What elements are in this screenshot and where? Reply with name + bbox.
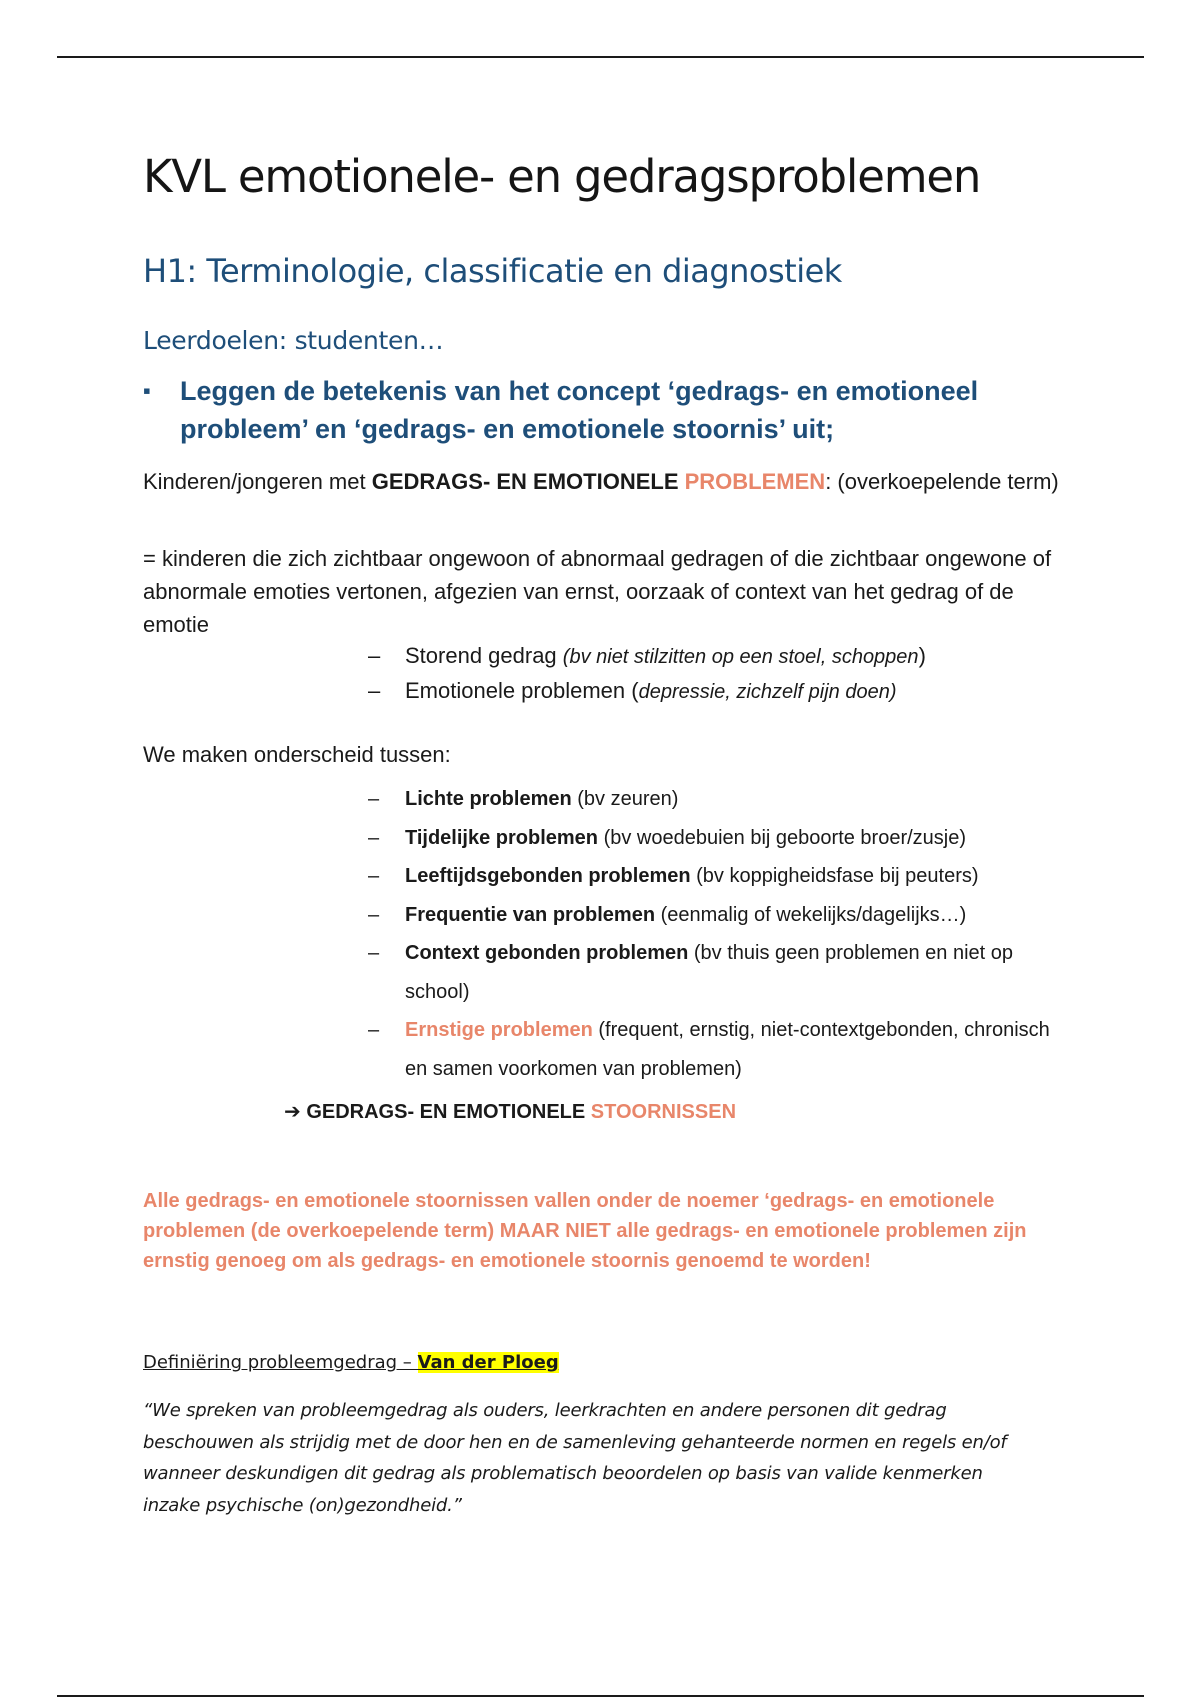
warning-note: Alle gedrags- en emotionele stoornissen vallen onder de noemer ‘gedrags- en emotionele problemen (de overkoepelende term) MAAR NIET alle gedrags- en emotionele problemen zijn ernstig genoeg om als gedrags- en emotionele stoornis genoemd te worden! [143, 1190, 1027, 1272]
top-rule [57, 56, 1144, 58]
distinction-detail: (bv woedebuien bij geboorte broer/zusje) [598, 826, 967, 849]
intro-paragraph [143, 465, 1073, 498]
example-label: Storend gedrag [405, 643, 563, 668]
learning-goal-text: Leggen de betekenis van het concept ‘gedrags- en emotioneel probleem’ en ‘gedrags- en emotionele stoornis’ uit; [180, 376, 979, 444]
example-detail: (bv niet stilzitten op een stoel, schoppen [562, 646, 919, 668]
definition-author: Van der Ploeg [417, 1352, 559, 1373]
definition-heading [143, 1352, 559, 1373]
dash-bullet: – [368, 903, 380, 926]
learning-goals-heading: Leerdoelen: studenten… [143, 326, 444, 355]
intro-lead: Kinderen/jongeren met [143, 469, 372, 494]
list-item [368, 857, 1068, 896]
distinction-detail: (bv thuis geen problemen en niet op school) [405, 942, 1014, 1003]
distinction-detail: (eenmalig of wekelijks/dagelijks…) [655, 903, 967, 926]
list-item [368, 934, 1068, 1011]
distinction-intro: We maken onderscheid tussen: [143, 742, 451, 767]
bottom-rule [57, 1695, 1144, 1697]
intro-term-orange: PROBLEMEN [684, 469, 826, 494]
intro-term-bold: GEDRAGS- EN EMOTIONELE [371, 469, 685, 494]
distinction-term: Tijdelijke problemen [405, 826, 599, 849]
example-close: ) [918, 643, 926, 668]
distinction-detail: (bv zeuren) [571, 788, 679, 810]
dash-bullet: – [368, 942, 380, 964]
distinction-list [368, 780, 1068, 1088]
list-item [368, 639, 1068, 674]
distinction-term: Lichte problemen [405, 788, 572, 810]
square-bullet-icon: ▪ [143, 378, 151, 403]
document-title: KVL emotionele- en gedragsproblemen [143, 150, 981, 203]
dash-bullet: – [368, 1019, 380, 1041]
severe-detail: (frequent, ernstig, niet-contextgebonden, chronisch en samen voorkomen van problemen) [405, 1019, 1050, 1080]
definition-quote: “We spreken van probleemgedrag als ouders, leerkrachten en andere personen dit gedrag beschouwen als strijdig met de door hen en de samenleving gehanteerde normen en regels en/of wanneer deskundigen dit gedrag als problematisch beoordelen op basis van valide kenmerken inzake psychische (on)gezondheid.” [143, 1400, 1007, 1516]
conclusion-line [284, 1099, 736, 1124]
list-item [368, 819, 1068, 858]
dash-bullet: – [368, 826, 380, 849]
distinction-term: Leeftijdsgebonden problemen [405, 865, 691, 887]
example-label: Emotionele problemen ( [405, 678, 639, 703]
intro-tail: : (overkoepelende term) [825, 469, 1059, 494]
right-arrow-icon: ➔ [284, 1101, 301, 1123]
list-item [368, 674, 1068, 709]
example-detail: depressie, zichzelf pijn doen) [638, 681, 897, 703]
dash-bullet: – [368, 788, 380, 810]
dash-bullet: – [368, 865, 380, 887]
severe-term: Ernstige problemen [405, 1019, 593, 1041]
definition-heading-text: Definiëring probleemgedrag – [143, 1352, 418, 1373]
conclusion-orange: STOORNISSEN [590, 1101, 737, 1123]
chapter-heading: H1: Terminologie, classificatie en diagnostiek [143, 252, 842, 290]
list-item [368, 896, 1068, 935]
definition-paragraph: = kinderen die zich zichtbaar ongewoon of abnormaal gedragen of die zichtbaar ongewone of abnormale emoties vertonen, afgezien van ernst, oorzaak of context van het gedrag of de emotie [143, 546, 1052, 637]
list-item [368, 780, 1068, 819]
examples-list [368, 639, 1068, 709]
distinction-term: Frequentie van problemen [405, 903, 656, 926]
dash-bullet: – [368, 678, 381, 703]
dash-bullet: – [368, 643, 381, 668]
list-item [368, 1011, 1068, 1088]
conclusion-bold: GEDRAGS- EN EMOTIONELE [300, 1101, 591, 1123]
distinction-term: Context gebonden problemen [405, 942, 689, 964]
distinction-detail: (bv koppigheidsfase bij peuters) [690, 865, 979, 887]
